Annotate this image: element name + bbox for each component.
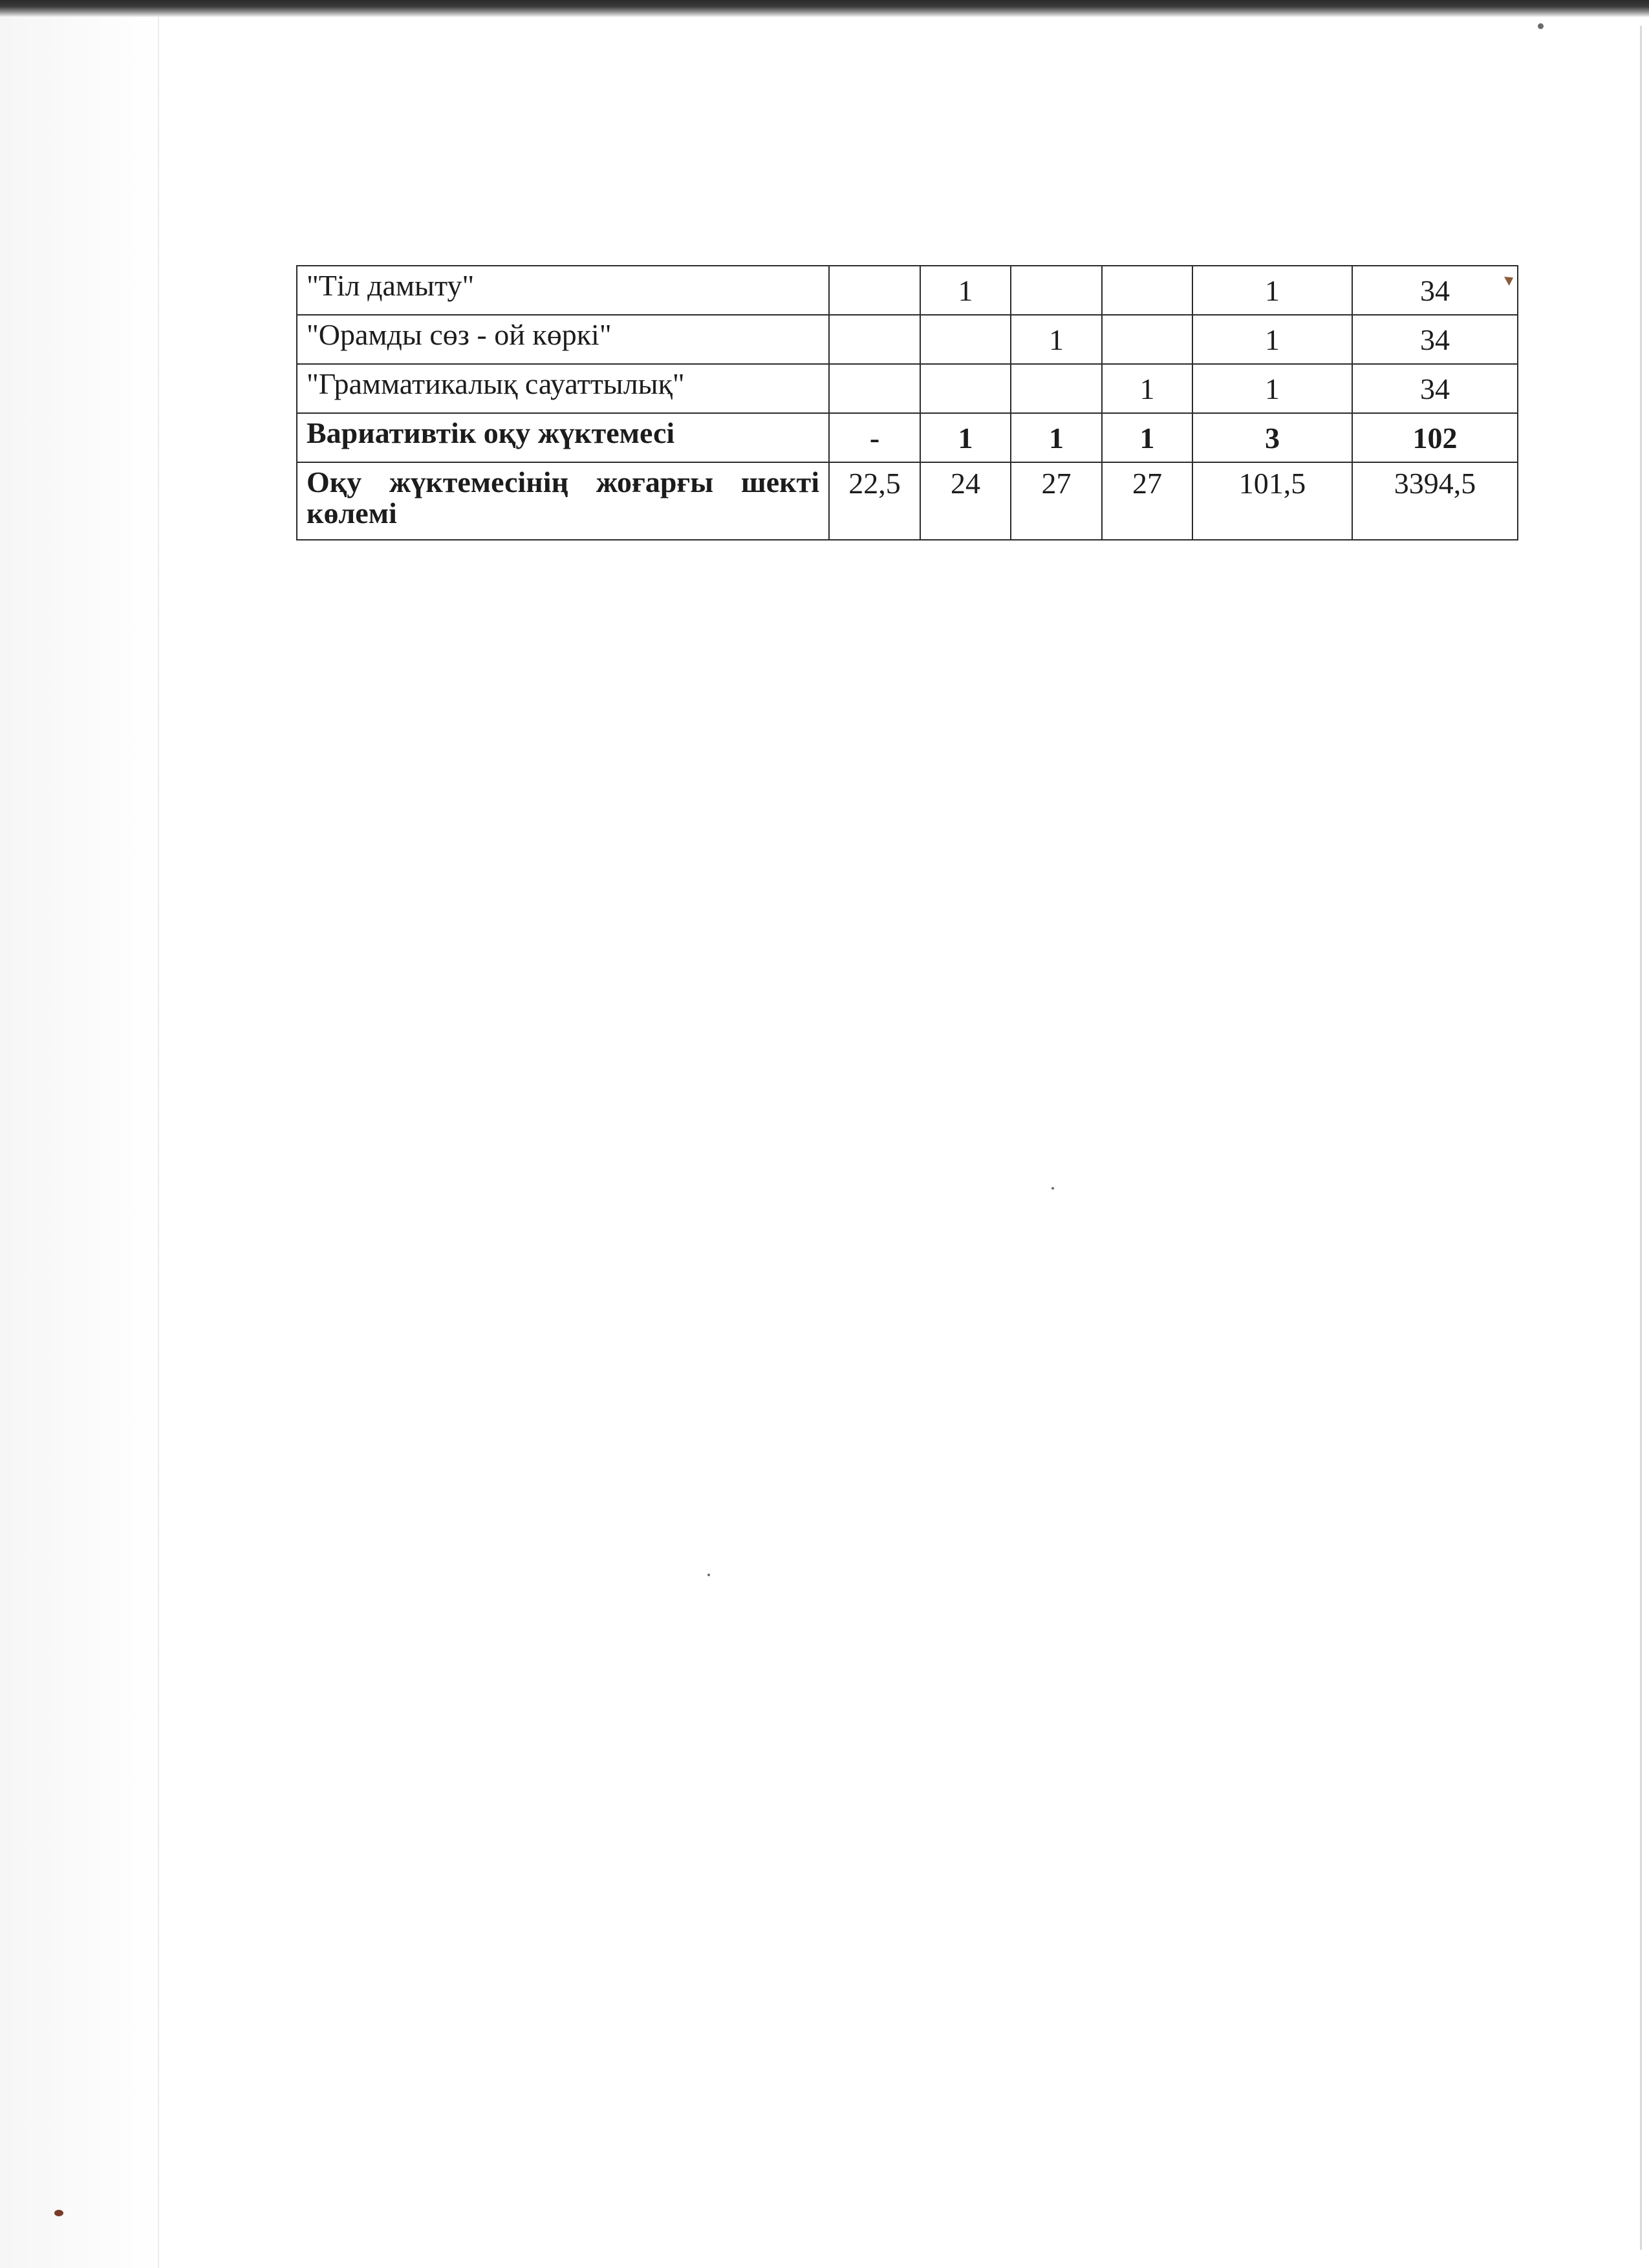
variative-load-row xyxy=(297,413,1518,462)
subject-cell: Оқу жүктемесінің жоғарғы шекті көлемі xyxy=(297,462,829,540)
hours-cell: 102 xyxy=(1352,413,1518,462)
hours-cell: 34 xyxy=(1352,364,1518,413)
scan-speck xyxy=(1538,23,1544,29)
grade-cell xyxy=(829,364,920,413)
scan-left-line xyxy=(158,17,159,2268)
grade-cell: 1 xyxy=(1011,315,1102,364)
grade-cell xyxy=(1011,266,1102,315)
grade-cell xyxy=(1011,364,1102,413)
scan-right-line xyxy=(1640,26,1642,2250)
total-cell: 101,5 xyxy=(1192,462,1352,540)
grade-cell xyxy=(829,266,920,315)
hours-cell: 34 xyxy=(1352,315,1518,364)
total-cell: 1 xyxy=(1192,266,1352,315)
max-load-row xyxy=(297,462,1518,540)
grade-cell: 1 xyxy=(1102,364,1192,413)
table-row xyxy=(297,315,1518,364)
scan-speck xyxy=(54,2210,63,2216)
grade-cell: 1 xyxy=(920,266,1011,315)
scan-speck xyxy=(1051,1187,1054,1190)
total-cell: 1 xyxy=(1192,364,1352,413)
grade-cell: 24 xyxy=(920,462,1011,540)
scan-speck xyxy=(707,1574,710,1576)
subject-cell: "Тіл дамыту" xyxy=(297,266,829,315)
grade-cell xyxy=(829,315,920,364)
table-row xyxy=(297,364,1518,413)
hours-cell: 34 xyxy=(1352,266,1518,315)
grade-cell: 1 xyxy=(1011,413,1102,462)
grade-cell: 27 xyxy=(1011,462,1102,540)
grade-cell xyxy=(920,364,1011,413)
hours-cell: 3394,5 xyxy=(1352,462,1518,540)
subject-cell: "Грамматикалық сауаттылық" xyxy=(297,364,829,413)
grade-cell: - xyxy=(829,413,920,462)
grade-cell: 22,5 xyxy=(829,462,920,540)
subject-cell: Вариативтік оқу жүктемесі xyxy=(297,413,829,462)
grade-cell: 1 xyxy=(920,413,1011,462)
table-row xyxy=(297,266,1518,315)
scan-left-margin xyxy=(0,17,159,2268)
total-cell: 1 xyxy=(1192,315,1352,364)
total-cell: 3 xyxy=(1192,413,1352,462)
subject-cell: "Орамды сөз - ой көркі" xyxy=(297,315,829,364)
grade-cell: 1 xyxy=(1102,413,1192,462)
curriculum-table xyxy=(296,265,1518,540)
grade-cell xyxy=(1102,266,1192,315)
grade-cell xyxy=(920,315,1011,364)
grade-cell xyxy=(1102,315,1192,364)
grade-cell: 27 xyxy=(1102,462,1192,540)
scan-top-edge xyxy=(0,0,1649,17)
